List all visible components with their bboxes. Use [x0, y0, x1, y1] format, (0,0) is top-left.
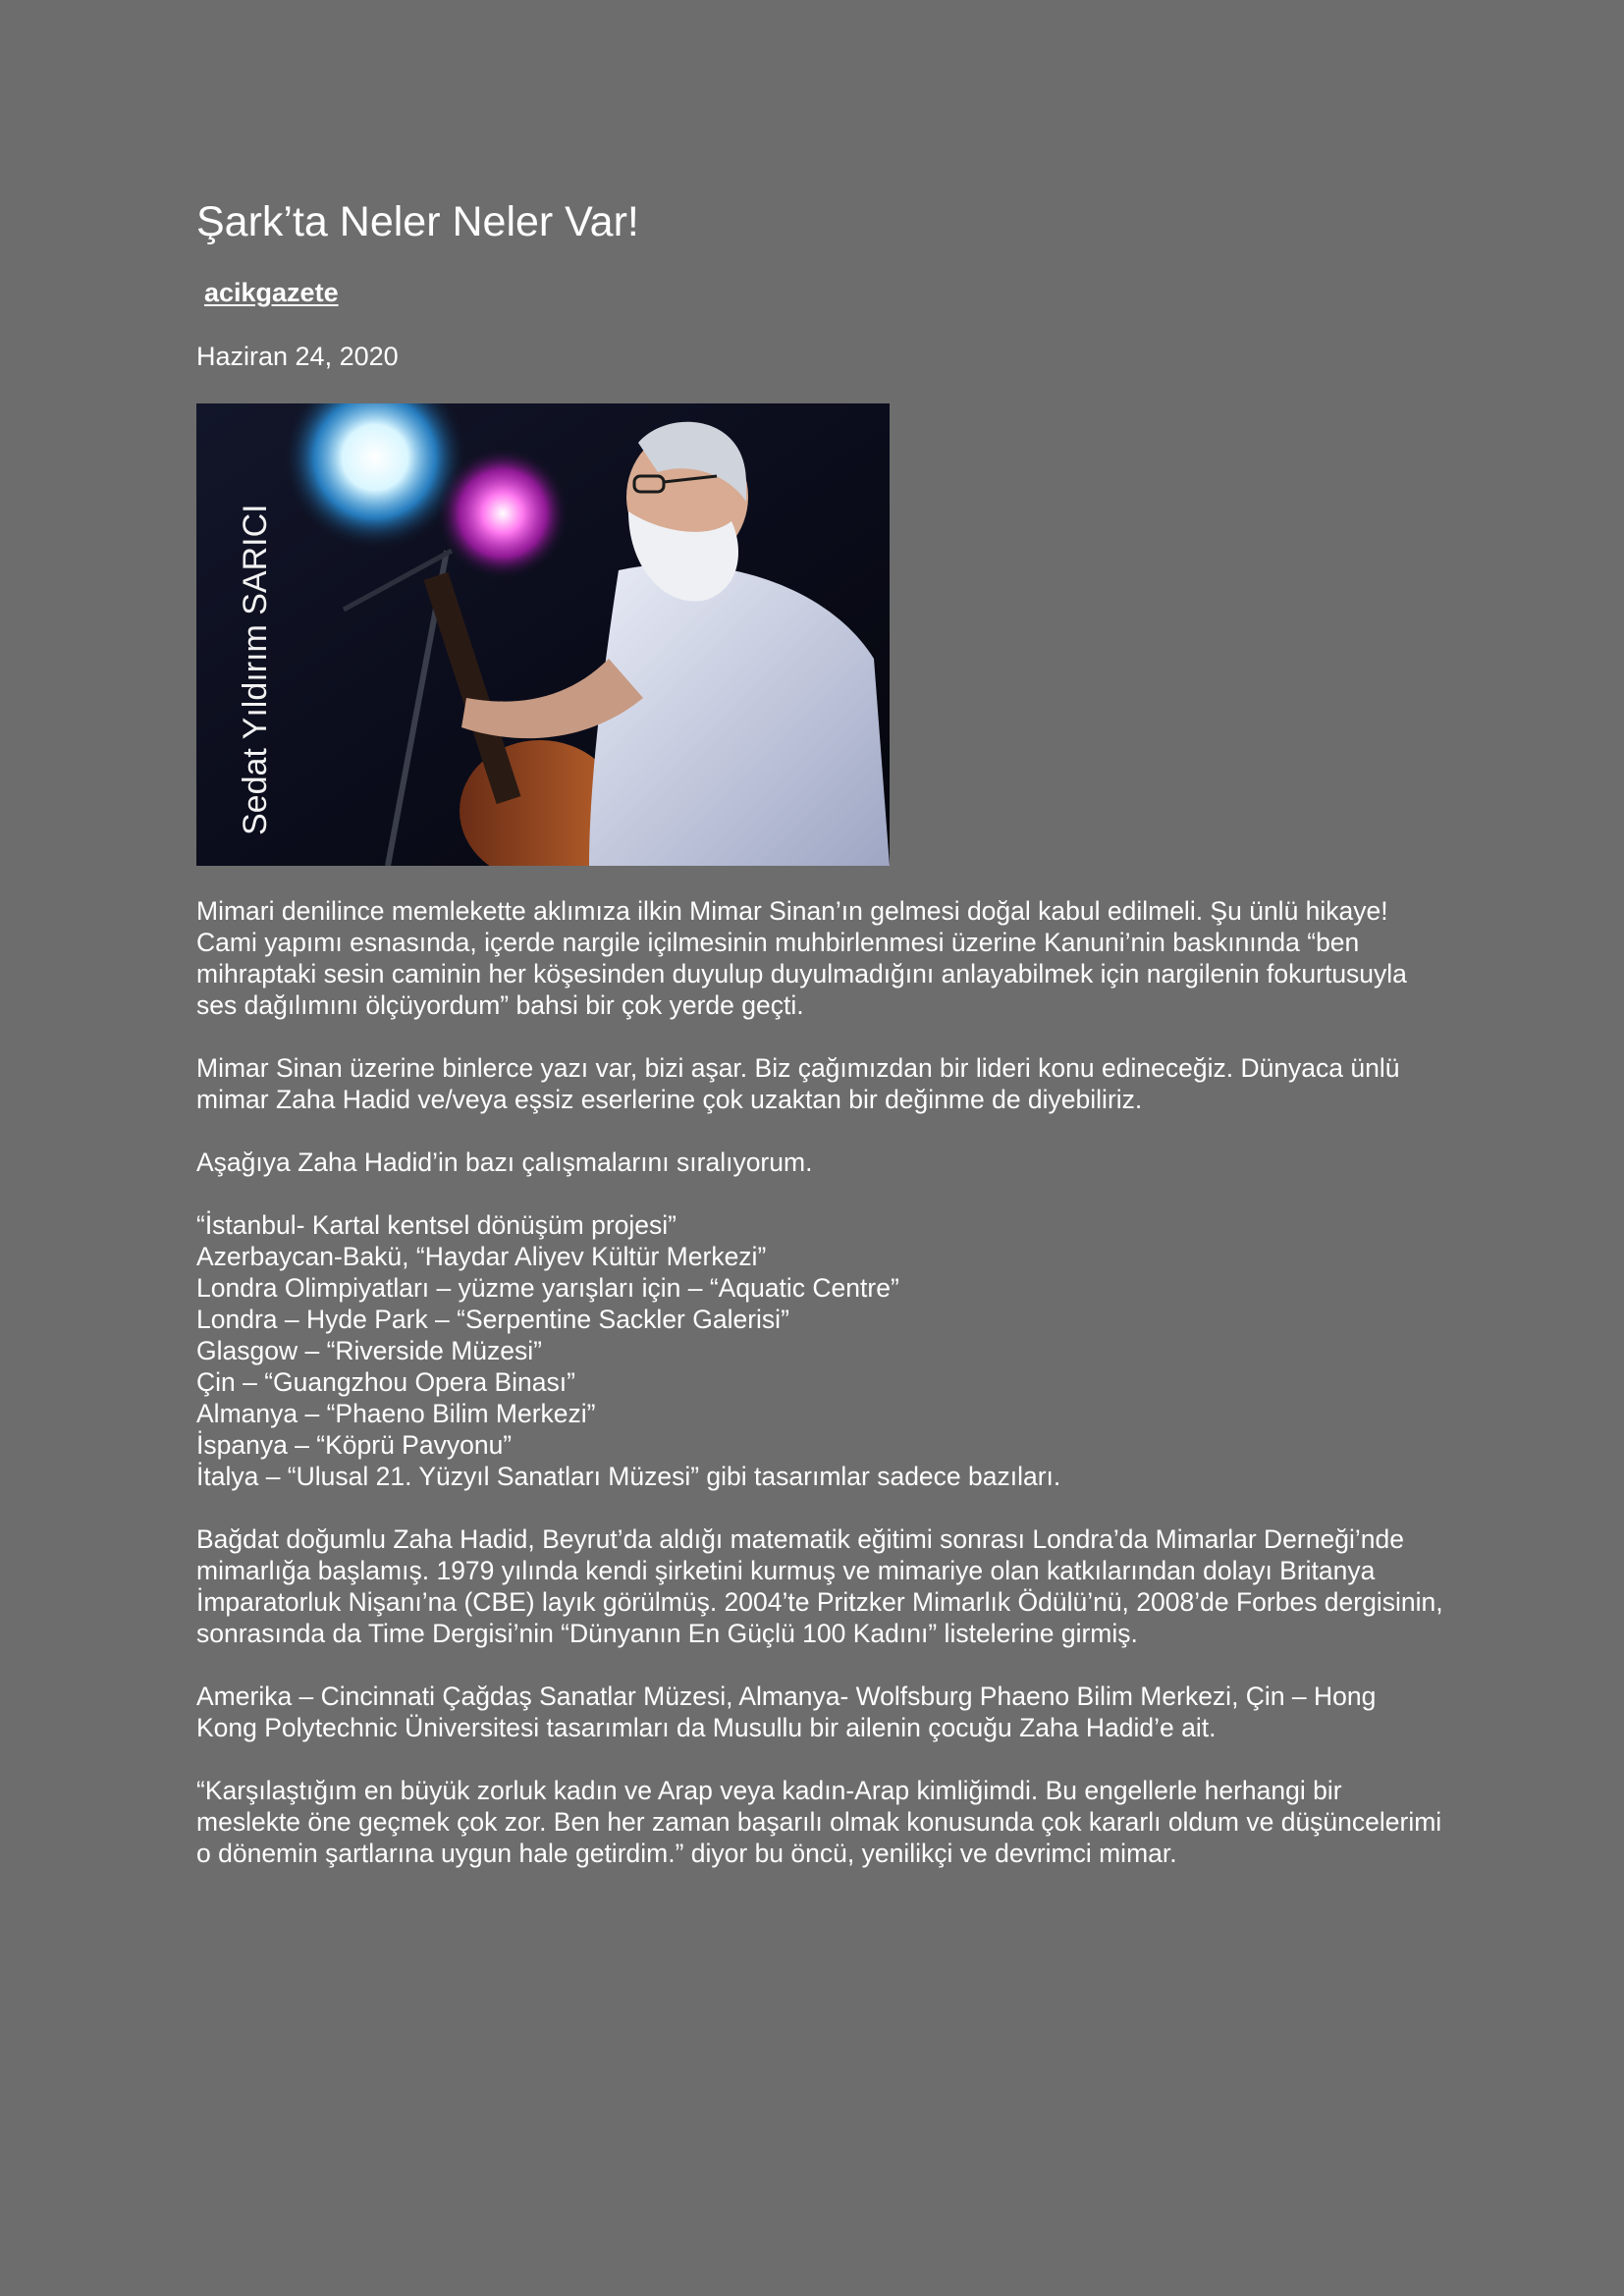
paragraph: Bağdat doğumlu Zaha Hadid, Beyrut’da aldığı matematik eğitimi sonrası Londra’da Mimarlar Derneği’nde mimarlığa başlamış. 1979 yılında kendi şirketini kurmuş ve mimariye olan katkılarından dolayı Britanya İmparatorluk Nişanı’na (CBE) layık görülmüş. 2004’te Pritzker Mimarlık Ödülü’nü, 2008’de Forbes dergisinin, sonrasında da Time Dergisi’nin “Dünyanın En Güçlü 100 Kadını” listelerine girmiş. [196, 1524, 1443, 1648]
concert-photo-illustration [196, 403, 890, 866]
paragraph: Amerika – Cincinnati Çağdaş Sanatlar Müzesi, Almanya- Wolfsburg Phaeno Bilim Merkezi, Çin – Hong Kong Polytechnic Üniversitesi tasarımları da Musullu bir ailenin çocuğu Zaha Hadid’e ait. [196, 1682, 1377, 1742]
list-item: İspanya – “Köprü Pavyonu” [196, 1430, 513, 1460]
list-item: Londra – Hyde Park – “Serpentine Sackler Galerisi” [196, 1305, 789, 1334]
article-body [196, 895, 1443, 1900]
article-photo [196, 403, 890, 866]
works-list [196, 1209, 1443, 1492]
list-item: Almanya – “Phaeno Bilim Merkezi” [196, 1399, 596, 1428]
list-item: Azerbaycan-Bakü, “Haydar Aliyev Kültür Merkezi” [196, 1242, 767, 1271]
paragraph: Mimar Sinan üzerine binlerce yazı var, bizi aşar. Biz çağımızdan bir lideri konu edineceğiz. Dünyaca ünlü mimar Zaha Hadid ve/veya eşsiz eserlerine çok uzaktan bir değinme de diyebiliriz. [196, 1053, 1400, 1114]
author-link[interactable]: acikgazete [204, 278, 339, 307]
list-item: Glasgow – “Riverside Müzesi” [196, 1336, 542, 1365]
paragraph: “Karşılaştığım en büyük zorluk kadın ve Arap veya kadın-Arap kimliğimdi. Bu engellerle herhangi bir meslekte öne geçmek çok zor. Ben her zaman başarılı olmak konusunda çok kararlı oldum ve düşüncelerimi o dönemin şartlarına uygun hale getirdim.” diyor bu öncü, yenilikçi ve devrimci mimar. [196, 1776, 1442, 1868]
list-item: İtalya – “Ulusal 21. Yüzyıl Sanatları Müzesi” gibi tasarımlar sadece bazıları. [196, 1462, 1061, 1491]
article-title: Şark’ta Neler Neler Var! [196, 198, 639, 245]
publish-date: Haziran 24, 2020 [196, 342, 399, 371]
list-item: Çin – “Guangzhou Opera Binası” [196, 1367, 575, 1397]
list-item: “İstanbul- Kartal kentsel dönüşüm projesi” [196, 1210, 677, 1240]
list-item: Londra Olimpiyatları – yüzme yarışları için – “Aquatic Centre” [196, 1273, 899, 1303]
paragraph: Aşağıya Zaha Hadid’in bazı çalışmalarını sıralıyorum. [196, 1148, 813, 1177]
paragraph: Mimari denilince memlekette aklımıza ilkin Mimar Sinan’ın gelmesi doğal kabul edilmeli. Şu ünlü hikaye! Cami yapımı esnasında, içerde nargile içilmesinin muhbirlenmesi üzerine Kanuni’nin baskınında “ben mihraptaki sesin caminin her köşesinden duyulup duyulmadığını anlayabilmek için nargilenin fokurtusuyla ses dağılımını ölçüyordum” bahsi bir çok yerde geçti. [196, 896, 1407, 1020]
photo-caption: Sedat Yıldırım SARICI [237, 504, 274, 835]
